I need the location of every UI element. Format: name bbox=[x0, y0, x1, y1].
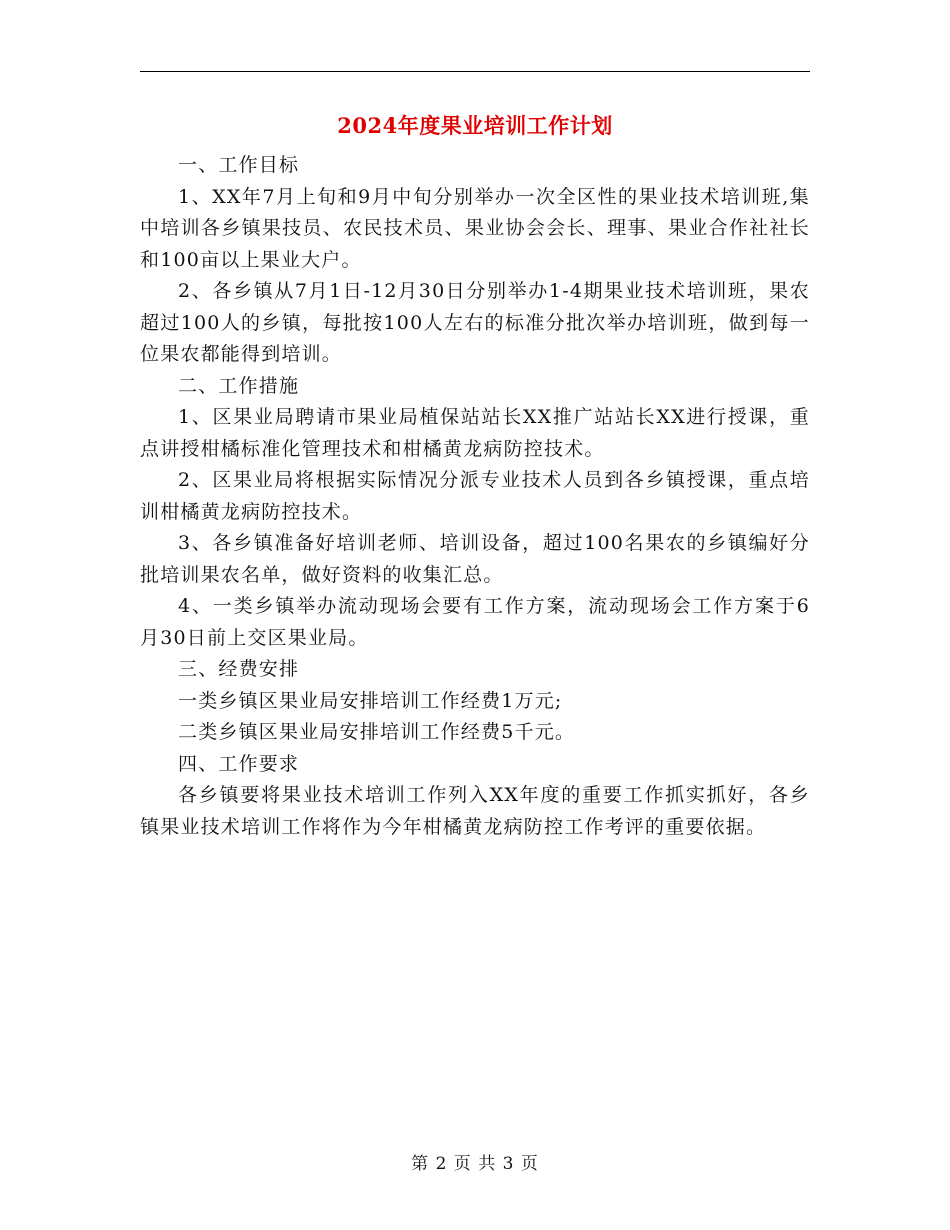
header-rule bbox=[140, 71, 810, 72]
document-body bbox=[140, 150, 810, 843]
section-heading-requirements: 四、工作要求 bbox=[178, 752, 300, 775]
goals-paragraph-2: 2、各乡镇从7月1日-12月30日分别举办1-4期果业技术培训班，果农超过100人的乡镇，每批按100人左右的标准分批次举办培训班，做到每一位果农都能得到培训。 bbox=[140, 280, 810, 365]
measures-paragraph-1: 1、区果业局聘请市果业局植保站站长XX推广站站长XX进行授课，重点讲授柑橘标准化管理技术和柑橘黄龙病防控技术。 bbox=[140, 406, 810, 460]
section-heading-measures: 二、工作措施 bbox=[178, 374, 300, 397]
measures-paragraph-4: 4、一类乡镇举办流动现场会要有工作方案，流动现场会工作方案于6月30日前上交区果业局。 bbox=[140, 595, 810, 649]
funding-paragraph-1: 一类乡镇区果业局安排培训工作经费1万元; bbox=[178, 689, 563, 712]
requirements-paragraph-1: 各乡镇要将果业技术培训工作列入XX年度的重要工作抓实抓好，各乡镇果业技术培训工作将作为今年柑橘黄龙病防控工作考评的重要依据。 bbox=[140, 784, 810, 838]
goals-paragraph-1: 1、XX年7月上旬和9月中旬分别举办一次全区性的果业技术培训班,集中培训各乡镇果技员、农民技术员、果业协会会长、理事、果业合作社社长和100亩以上果业大户。 bbox=[140, 185, 810, 271]
section-heading-goals: 一、工作目标 bbox=[178, 154, 300, 176]
measures-paragraph-2: 2、区果业局将根据实际情况分派专业技术人员到各乡镇授课，重点培训柑橘黄龙病防控技术。 bbox=[140, 469, 810, 523]
page-number-footer: 第 2 页 共 3 页 bbox=[411, 1154, 539, 1174]
section-heading-funding: 三、经费安排 bbox=[178, 658, 300, 680]
measures-paragraph-3: 3、各乡镇准备好培训老师、培训设备，超过100名果农的乡镇编好分批培训果农名单，做好资料的收集汇总。 bbox=[140, 532, 810, 586]
document-title: 2024年度果业培训工作计划 bbox=[337, 113, 613, 138]
funding-paragraph-2: 二类乡镇区果业局安排培训工作经费5千元。 bbox=[178, 721, 576, 743]
